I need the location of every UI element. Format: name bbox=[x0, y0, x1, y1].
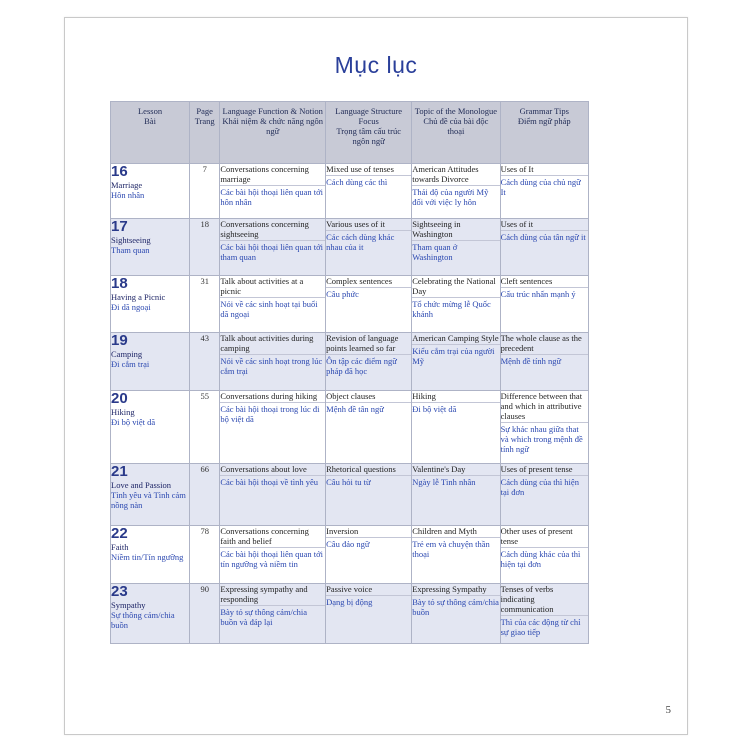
header-lesson-vi: Bài bbox=[144, 116, 156, 126]
structure-vi: Cách dùng các thì bbox=[326, 177, 388, 187]
structure-cell bbox=[326, 276, 412, 333]
cell-divider bbox=[501, 354, 588, 355]
topic-en: Celebrating the National Day bbox=[412, 276, 496, 296]
page-cell: 66 bbox=[190, 464, 220, 526]
table-row bbox=[111, 276, 589, 333]
structure-en: Passive voice bbox=[326, 584, 373, 594]
lesson-name-vi: Niềm tin/Tín ngưỡng bbox=[111, 552, 184, 562]
grammar-en: The whole clause as the precedent bbox=[500, 333, 582, 353]
function-en: Talk about activities at a picnic bbox=[220, 276, 304, 296]
function-cell bbox=[220, 464, 326, 526]
table-row bbox=[111, 391, 589, 464]
function-vi: Nói về các sinh hoạt trong lúc cắm trại bbox=[220, 356, 323, 376]
topic-cell bbox=[412, 164, 500, 219]
cell-divider bbox=[220, 605, 325, 606]
cell-divider bbox=[220, 402, 325, 403]
function-vi: Các bài hội thoại trong lúc đi bộ việt dã bbox=[220, 404, 320, 424]
table-row bbox=[111, 584, 589, 644]
header-function-vi: Khái niệm & chức năng ngôn ngữ bbox=[222, 116, 324, 136]
function-vi: Các bài hội thoại liên quan tới tín ngưỡng và niềm tin bbox=[220, 549, 324, 569]
grammar-cell bbox=[500, 526, 588, 584]
header-structure-vi: Trọng tâm cấu trúc ngôn ngữ bbox=[336, 126, 401, 146]
cell-divider bbox=[326, 595, 411, 596]
table-row bbox=[111, 464, 589, 526]
grammar-cell bbox=[500, 164, 588, 219]
lesson-number: 18 bbox=[111, 275, 128, 292]
lesson-cell bbox=[111, 464, 190, 526]
function-vi: Các bài hội thoại về tình yêu bbox=[220, 477, 319, 487]
cell-divider bbox=[326, 475, 411, 476]
topic-en: Children and Myth bbox=[412, 526, 477, 536]
cell-divider bbox=[220, 547, 325, 548]
lesson-name: Having a Picnic bbox=[111, 292, 166, 302]
lesson-name: Faith bbox=[111, 542, 129, 552]
cell-divider bbox=[501, 547, 588, 548]
grammar-vi: Mệnh đề tính ngữ bbox=[500, 356, 562, 366]
header-lesson-en: Lesson bbox=[137, 106, 163, 116]
lesson-cell bbox=[111, 391, 190, 464]
grammar-vi: Cách dùng khác của thì hiện tại đơn bbox=[500, 549, 581, 569]
cell-divider bbox=[412, 402, 499, 403]
topic-vi: Trẻ em và chuyện thần thoại bbox=[412, 539, 490, 559]
table-row bbox=[111, 333, 589, 391]
topic-vi: Tham quan ở Washington bbox=[412, 242, 458, 262]
cell-divider bbox=[501, 175, 588, 176]
cell-divider bbox=[501, 230, 588, 231]
grammar-en: Uses of present tense bbox=[500, 464, 573, 474]
grammar-en: Difference between that and which in attributive clauses bbox=[500, 391, 583, 421]
grammar-en: Cleft sentences bbox=[500, 276, 553, 286]
header-page-en: Page bbox=[196, 106, 213, 116]
lesson-name-vi: Đi dã ngoại bbox=[111, 302, 151, 312]
topic-vi: Kiểu cắm trại của người Mỹ bbox=[412, 346, 495, 366]
cell-divider bbox=[220, 354, 325, 355]
lesson-number: 20 bbox=[111, 390, 128, 407]
page-cell: 7 bbox=[190, 164, 220, 219]
cell-divider bbox=[220, 297, 325, 298]
lesson-number: 23 bbox=[111, 583, 128, 600]
structure-en: Mixed use of tenses bbox=[326, 164, 394, 174]
grammar-vi: Thì của các động từ chỉ sự giao tiếp bbox=[500, 617, 581, 637]
structure-cell bbox=[326, 391, 412, 464]
structure-cell bbox=[326, 526, 412, 584]
lesson-cell bbox=[111, 164, 190, 219]
function-en: Conversations about love bbox=[220, 464, 307, 474]
lesson-number: 16 bbox=[111, 163, 128, 180]
function-en: Conversations concerning faith and belief bbox=[220, 526, 309, 546]
grammar-en: Other uses of present tense bbox=[500, 526, 573, 546]
topic-cell bbox=[412, 584, 500, 644]
cell-divider bbox=[326, 230, 411, 231]
cell-divider bbox=[501, 287, 588, 288]
lesson-name-vi: Đi bộ việt dã bbox=[111, 417, 156, 427]
topic-vi: Bày tỏ sự thông cảm/chia buồn bbox=[412, 597, 499, 617]
grammar-cell bbox=[500, 584, 588, 644]
table-row bbox=[111, 526, 589, 584]
header-grammar-vi: Điểm ngữ pháp bbox=[517, 116, 571, 126]
table-of-contents bbox=[110, 101, 589, 644]
page-cell: 43 bbox=[190, 333, 220, 391]
structure-cell bbox=[326, 164, 412, 219]
header-function-en: Language Function & Notion bbox=[222, 106, 323, 116]
structure-en: Rhetorical questions bbox=[326, 464, 396, 474]
grammar-vi: Cách dùng của chủ ngữ It bbox=[500, 177, 581, 197]
function-cell bbox=[220, 164, 326, 219]
grammar-en: Uses of it bbox=[500, 219, 534, 229]
structure-cell bbox=[326, 584, 412, 644]
cell-divider bbox=[220, 185, 325, 186]
lesson-cell bbox=[111, 219, 190, 276]
topic-vi: Thái độ của người Mỹ đối với việc ly hôn bbox=[412, 187, 489, 207]
lesson-cell bbox=[111, 526, 190, 584]
cell-divider bbox=[220, 240, 325, 241]
lesson-name-vi: Đi cắm trại bbox=[111, 359, 150, 369]
structure-cell bbox=[326, 464, 412, 526]
page-cell: 55 bbox=[190, 391, 220, 464]
structure-en: Various uses of it bbox=[326, 219, 385, 229]
cell-divider bbox=[501, 475, 588, 476]
lesson-number: 22 bbox=[111, 525, 128, 542]
function-cell bbox=[220, 276, 326, 333]
grammar-cell bbox=[500, 391, 588, 464]
function-cell bbox=[220, 584, 326, 644]
function-en: Expressing sympathy and responding bbox=[220, 584, 308, 604]
cell-divider bbox=[326, 402, 411, 403]
lesson-cell bbox=[111, 276, 190, 333]
structure-vi: Mệnh đề tân ngữ bbox=[326, 404, 384, 414]
grammar-cell bbox=[500, 333, 588, 391]
function-cell bbox=[220, 526, 326, 584]
topic-en: Expressing Sympathy bbox=[412, 584, 487, 594]
header-page-vi: Trang bbox=[194, 116, 215, 126]
cell-divider bbox=[412, 297, 499, 298]
function-cell bbox=[220, 391, 326, 464]
structure-vi: Câu hỏi tu từ bbox=[326, 477, 371, 487]
structure-en: Complex sentences bbox=[326, 276, 392, 286]
lesson-number: 21 bbox=[111, 463, 128, 480]
topic-cell bbox=[412, 333, 500, 391]
lesson-name-vi: Tham quan bbox=[111, 245, 150, 255]
topic-cell bbox=[412, 391, 500, 464]
cell-divider bbox=[501, 422, 588, 423]
header-function bbox=[220, 102, 326, 164]
grammar-vi: Sự khác nhau giữa that và which trong mệnh đề tính ngữ bbox=[500, 424, 583, 454]
header-structure-en: Language Structure Focus bbox=[335, 106, 403, 126]
topic-en: Hiking bbox=[412, 391, 436, 401]
page-cell: 90 bbox=[190, 584, 220, 644]
header-topic-vi: Chủ đề của bài độc thoại bbox=[423, 116, 489, 136]
structure-en: Inversion bbox=[326, 526, 359, 536]
grammar-en: Tenses of verbs indicating communication bbox=[500, 584, 554, 614]
header-lesson bbox=[111, 102, 190, 164]
topic-vi: Ngày lễ Tình nhân bbox=[412, 477, 476, 487]
topic-vi: Đi bộ việt dã bbox=[412, 404, 457, 414]
table-header-row bbox=[111, 102, 589, 164]
header-structure bbox=[326, 102, 412, 164]
header-topic bbox=[412, 102, 500, 164]
lesson-name: Sympathy bbox=[111, 600, 146, 610]
cell-divider bbox=[412, 344, 499, 345]
structure-en: Object clauses bbox=[326, 391, 376, 401]
lesson-name-vi: Hôn nhân bbox=[111, 190, 145, 200]
header-grammar bbox=[500, 102, 588, 164]
cell-divider bbox=[326, 354, 411, 355]
structure-vi: Câu phức bbox=[326, 289, 359, 299]
page-cell: 78 bbox=[190, 526, 220, 584]
page-number: 5 bbox=[665, 704, 671, 716]
grammar-vi: Cách dùng của thì hiện tại đơn bbox=[500, 477, 579, 497]
topic-cell bbox=[412, 219, 500, 276]
function-en: Conversations concerning sightseeing bbox=[220, 219, 309, 239]
structure-cell bbox=[326, 219, 412, 276]
cell-divider bbox=[220, 475, 325, 476]
cell-divider bbox=[412, 595, 499, 596]
grammar-vi: Cấu trúc nhấn mạnh ý bbox=[500, 289, 576, 299]
function-cell bbox=[220, 219, 326, 276]
topic-cell bbox=[412, 276, 500, 333]
cell-divider bbox=[412, 185, 499, 186]
function-en: Conversations concerning marriage bbox=[220, 164, 309, 184]
table-row bbox=[111, 219, 589, 276]
page-cell: 18 bbox=[190, 219, 220, 276]
grammar-en: Uses of It bbox=[500, 164, 534, 174]
cell-divider bbox=[412, 240, 499, 241]
header-topic-en: Topic of the Monologue bbox=[414, 106, 498, 116]
lesson-name: Marriage bbox=[111, 180, 143, 190]
function-vi: Bày tỏ sự thông cảm/chia buồn và đáp lại bbox=[220, 607, 308, 627]
cell-divider bbox=[412, 537, 499, 538]
lesson-cell bbox=[111, 333, 190, 391]
topic-en: Sightseeing in Washington bbox=[412, 219, 461, 239]
cell-divider bbox=[326, 287, 411, 288]
table-row bbox=[111, 164, 589, 219]
function-cell bbox=[220, 333, 326, 391]
lesson-name-vi: Tình yêu và Tình cảm nồng nàn bbox=[111, 490, 186, 510]
cell-divider bbox=[326, 537, 411, 538]
function-vi: Nói về các sinh hoạt tại buổi dã ngoại bbox=[220, 299, 318, 319]
cell-divider bbox=[412, 475, 499, 476]
function-en: Conversations during hiking bbox=[220, 391, 318, 401]
structure-vi: Dạng bị động bbox=[326, 597, 373, 607]
lesson-name-vi: Sự thông cảm/chia buồn bbox=[111, 610, 175, 630]
grammar-cell bbox=[500, 464, 588, 526]
topic-vi: Tổ chức mừng lễ Quốc khánh bbox=[412, 299, 491, 319]
lesson-name: Love and Passion bbox=[111, 480, 171, 490]
lesson-number: 19 bbox=[111, 332, 128, 349]
topic-en: Valentine's Day bbox=[412, 464, 466, 474]
structure-vi: Câu đảo ngữ bbox=[326, 539, 370, 549]
structure-vi: Ôn tập các điểm ngữ pháp đã học bbox=[326, 356, 397, 376]
grammar-vi: Cách dùng của tân ngữ it bbox=[500, 232, 586, 242]
structure-cell bbox=[326, 333, 412, 391]
page-title: Mục lục bbox=[334, 52, 418, 78]
structure-vi: Các cách dùng khác nhau của it bbox=[326, 232, 395, 252]
page-cell: 31 bbox=[190, 276, 220, 333]
cell-divider bbox=[326, 175, 411, 176]
grammar-cell bbox=[500, 276, 588, 333]
topic-en: American Attitudes towards Divorce bbox=[412, 164, 479, 184]
lesson-cell bbox=[111, 584, 190, 644]
lesson-name: Hiking bbox=[111, 407, 135, 417]
lesson-number: 17 bbox=[111, 218, 128, 235]
header-grammar-en: Grammar Tips bbox=[519, 106, 569, 116]
cell-divider bbox=[501, 615, 588, 616]
topic-cell bbox=[412, 526, 500, 584]
lesson-name: Sightseeing bbox=[111, 235, 151, 245]
grammar-cell bbox=[500, 219, 588, 276]
function-vi: Các bài hội thoại liên quan tới hôn nhân bbox=[220, 187, 324, 207]
structure-en: Revision of language points learned so far bbox=[326, 333, 399, 353]
header-page bbox=[190, 102, 220, 164]
function-vi: Các bài hội thoại liên quan tới tham quan bbox=[220, 242, 324, 262]
lesson-name: Camping bbox=[111, 349, 143, 359]
topic-en: American Camping Style bbox=[412, 333, 499, 343]
function-en: Talk about activities during camping bbox=[220, 333, 314, 353]
topic-cell bbox=[412, 464, 500, 526]
